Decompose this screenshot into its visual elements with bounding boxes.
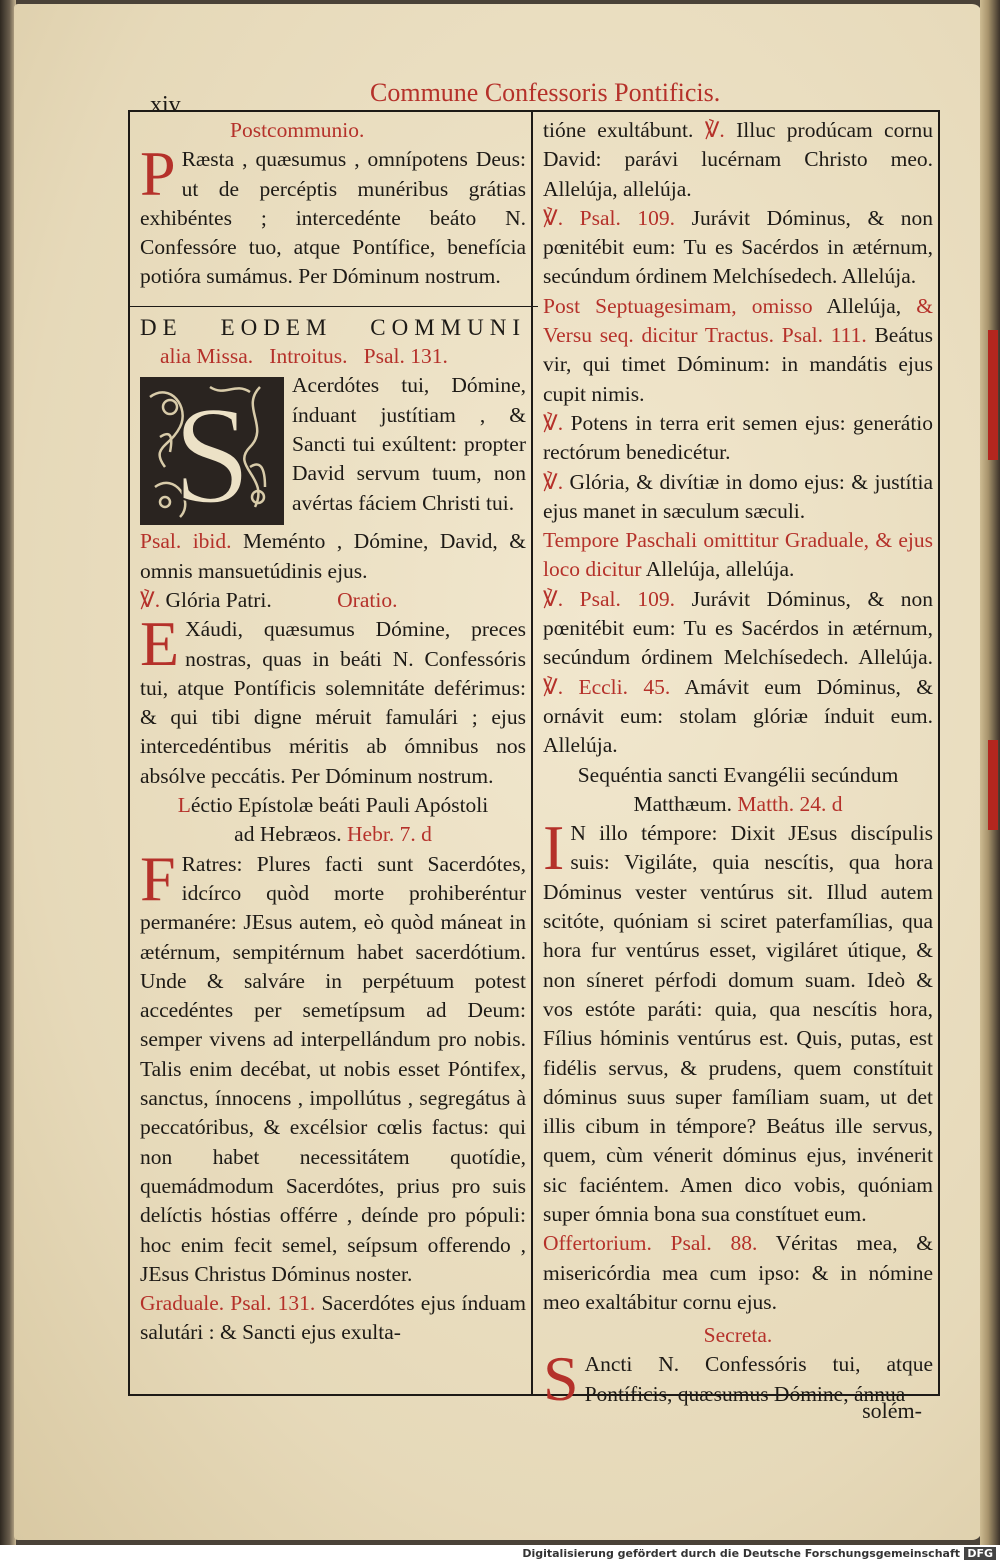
epistle [140, 842, 526, 1289]
graduale [140, 1289, 526, 1348]
introit-block [140, 371, 526, 526]
verse-text: Glória, & divítiæ in domo ejus: & justítia ejus manet in sæculum sæculi. [543, 469, 934, 523]
catchword: solém- [862, 1398, 922, 1423]
verse-text: Jurávit Dóminus, & non pœnitébit eum: Tu es Sacérdos in ætérnum, secúndum órdinem Melchísedech. Allelúja. [543, 205, 933, 289]
sequentia-heading [543, 761, 933, 820]
lectio-heading-text: éctio Epístolæ beáti Pauli Apóstoli [190, 793, 489, 818]
column-divider [531, 110, 533, 1394]
memento-text: Meménto , Dómine, David, & omnis mansuetúdinis ejus. [140, 529, 526, 583]
graduale-text: Sacerdótes ejus índuam salutári : & Sancti ejus exulta- [140, 1291, 526, 1345]
digitization-credit: Digitalisierung gefördert durch die Deutsche Forschungsgemeinschaft [522, 1547, 960, 1560]
epistle-text: Ratres: Plures facti sunt Sacerdótes, idcírco quòd morte prohiberéntur permanére: JEsus autem, eò quòd máneat in ætérnum, sempitérnum habet sacerdótium. Unde & salváre in perpétuum potest accedéntes per semetípsum ad Deum: semper vivens ad interpellándum pro nobis. Talis enim decébat, ut nobis esset Póntifex, sanctus, ínnocens , impollútus , segregátus à peccatóribus, & excélsior cœlis factus: qui non habet necessitátem quotídie, quemádmodum Sacerdótes, prius pro suis delíctis hóstias offérre , deínde pro pópuli: hoc enim fecit semel, seípsum offerendo , JEsus Christus Dóminus noster. [140, 851, 526, 1286]
drop-initial: E [140, 608, 180, 680]
sequentia-text-2: Matthæum. [633, 791, 733, 816]
post-septuagesimam [543, 292, 933, 409]
sequentia-text: Sequéntia sancti Evangélii secúndum [577, 762, 899, 787]
rubric-black-text: Allelúja, allelúja. [645, 557, 795, 582]
versicle-symbol: ℣. [543, 469, 564, 494]
verse-block-4 [543, 468, 933, 527]
offertorium [543, 1229, 933, 1317]
drop-initial: I [543, 812, 565, 884]
postcommunio-text: Ræsta , quæsumus , omnípotens Deus: ut de percéptis munéribus grátias exhibéntes ; intercedénte beáto N. Confessóre tuo, atque Pontífice, benefícia potióra sumámus. Per Dóminum nostrum. [140, 147, 526, 289]
tract-text: Beátus vir, qui timet Dóminum: in mandátis ejus cupit nimis. [543, 323, 933, 406]
verse-text: Illuc prodúcam cornu David: parávi lucérnam Christo meo. Allelúja, allelúja. [543, 118, 934, 201]
oratio-text: Xáudi, quæsumus Dómine, preces nostras, quas in beáti N. Confessóris tui, atque Pontíficis solemnitáte deférimus: & qui tibi digne méruit famulári ; ejus intercedéntibus méritis ab ómnibus nos absólve peccátis. Per Dóminum nostrum. [140, 617, 526, 788]
page-stack-edge [980, 0, 1000, 1545]
verse-block-3 [543, 409, 933, 468]
versicle-symbol: ℣. [543, 410, 564, 435]
rubric-text: Tempore Paschali omittitur Graduale, & ejus loco dicitur [543, 528, 933, 582]
verse-block-5 [543, 585, 933, 761]
graduale-heading: Graduale. Psal. 131. [140, 1291, 316, 1316]
gloria-line [140, 586, 526, 615]
offertorium-heading: Offertorium. Psal. 88. [543, 1231, 758, 1256]
lectio-initial: L [177, 793, 191, 818]
dfg-logo: DFG [964, 1547, 996, 1560]
lectio-heading [140, 791, 526, 850]
verse-text: Jurávit Dóminus, & non pœnitébit eum: Tu es Sacérdos in ætérnum, secúndum órdinem Melchísedech. Allelúja. [543, 586, 933, 670]
drop-initial: F [140, 842, 176, 914]
psal-ibid-label: Psal. ibid. [140, 529, 232, 554]
versicle-psalm-ref: ℣. Psal. 109. [543, 586, 676, 611]
lectio-heading-text-2: ad Hebræos. [234, 822, 342, 847]
versicle-psalm-ref: ℣. Psal. 109. [543, 205, 676, 230]
hebr-ref: Hebr. 7. d [347, 822, 432, 847]
woodcut-illustration [140, 377, 284, 525]
ribbon-tab [988, 330, 998, 460]
versicle-symbol: ℣. [704, 118, 725, 142]
gospel-text: N illo témpore: Dixit JEsus discípulis suis: Vigiláte, quia nescítis, qua hora Dóminus vester ventúrus sit. Illud autem scitóte, quóniam si sciret paterfamílias, qua hora fur ventúrus esset, vigiláret útique, & non síneret pérfodi domum suam. Ideò & vos estóte paráti: quia, qua nescítis hora, Fílius hóminis ventúrus est. Quis, putas, est fidélis servus, & prudens, quem constítuit dóminus suus super famíliam suam, ut det illis cibum in témpore? Beátus ille servus, quem, cùm vénerit dóminus ejus, invénerit sic faciéntem. Amen dico vobis, quóniam super ómnia bona sua constítuet eum. [543, 821, 933, 1226]
woodcut-initial-s [140, 377, 284, 525]
rubric-text: & Versu seq. dicitur Tractus. Psal. 111. [543, 293, 933, 348]
postcommunio-prayer [140, 138, 526, 291]
oratio-prayer [140, 608, 526, 791]
matth-ref: Matth. 24. d [737, 791, 843, 816]
oratio-heading: Oratio. [337, 587, 398, 612]
svg-text:S: S [173, 378, 251, 526]
psalm-verse [140, 527, 526, 586]
gloria-text: Glória Patri. [165, 587, 272, 612]
drop-initial: S [543, 1343, 579, 1415]
section-rule [128, 306, 538, 307]
versicle-eccli-ref: ℣. Eccli. 45. [543, 674, 671, 699]
introitus-label: Introitus. [269, 344, 348, 369]
secreta-heading: Secreta. [703, 1323, 773, 1348]
postcommunio-heading: Postcommunio. [230, 118, 365, 142]
continuation-text: tióne exultábunt. [543, 118, 694, 142]
running-title: Commune Confessoris Pontificis. [370, 78, 721, 107]
introit-heading [160, 342, 526, 371]
page-header [150, 78, 940, 118]
rubric-black-text: Allelúja, [826, 293, 902, 318]
alia-missa-label: alia Missa. [160, 344, 254, 369]
gospel [543, 812, 933, 1229]
ribbon-tab [988, 740, 998, 830]
drop-initial: P [140, 138, 176, 210]
tempore-paschali [543, 526, 933, 585]
introit-text: Acerdótes tui, Dómine, índuant justítiam , & Sancti tui exúltent: propter David servum tuum, non avértas fáciem Christi tui. [292, 373, 526, 515]
introitus-psalm-ref: Psal. 131. [363, 344, 448, 369]
secreta-text: Ancti N. Confessóris tui, atque Pontíficis, quæsumus Dómine, ánnua [584, 1352, 933, 1406]
left-column [140, 116, 526, 1348]
verse-text: Amávit eum Dóminus, & ornávit eum: stolam glóriæ índuit eum. Allelúja. [543, 674, 933, 758]
verse-text: Potens in terra erit semen ejus: generátio rectórum benedicétur. [543, 410, 934, 465]
verse-block-1 [543, 116, 933, 204]
folio-number: xiv [150, 92, 181, 118]
de-eodem-heading: DE EODEM COMMUNI [140, 314, 526, 340]
rubric-text: Post Septuagesimam, omisso [543, 293, 813, 318]
offertorium-text: Véritas mea, & misericórdia mea cum ipso: & in nómine meo exaltábitur cornu ejus. [543, 1231, 933, 1314]
verse-block-2 [543, 204, 933, 292]
versicle-symbol: ℣. [140, 587, 161, 612]
